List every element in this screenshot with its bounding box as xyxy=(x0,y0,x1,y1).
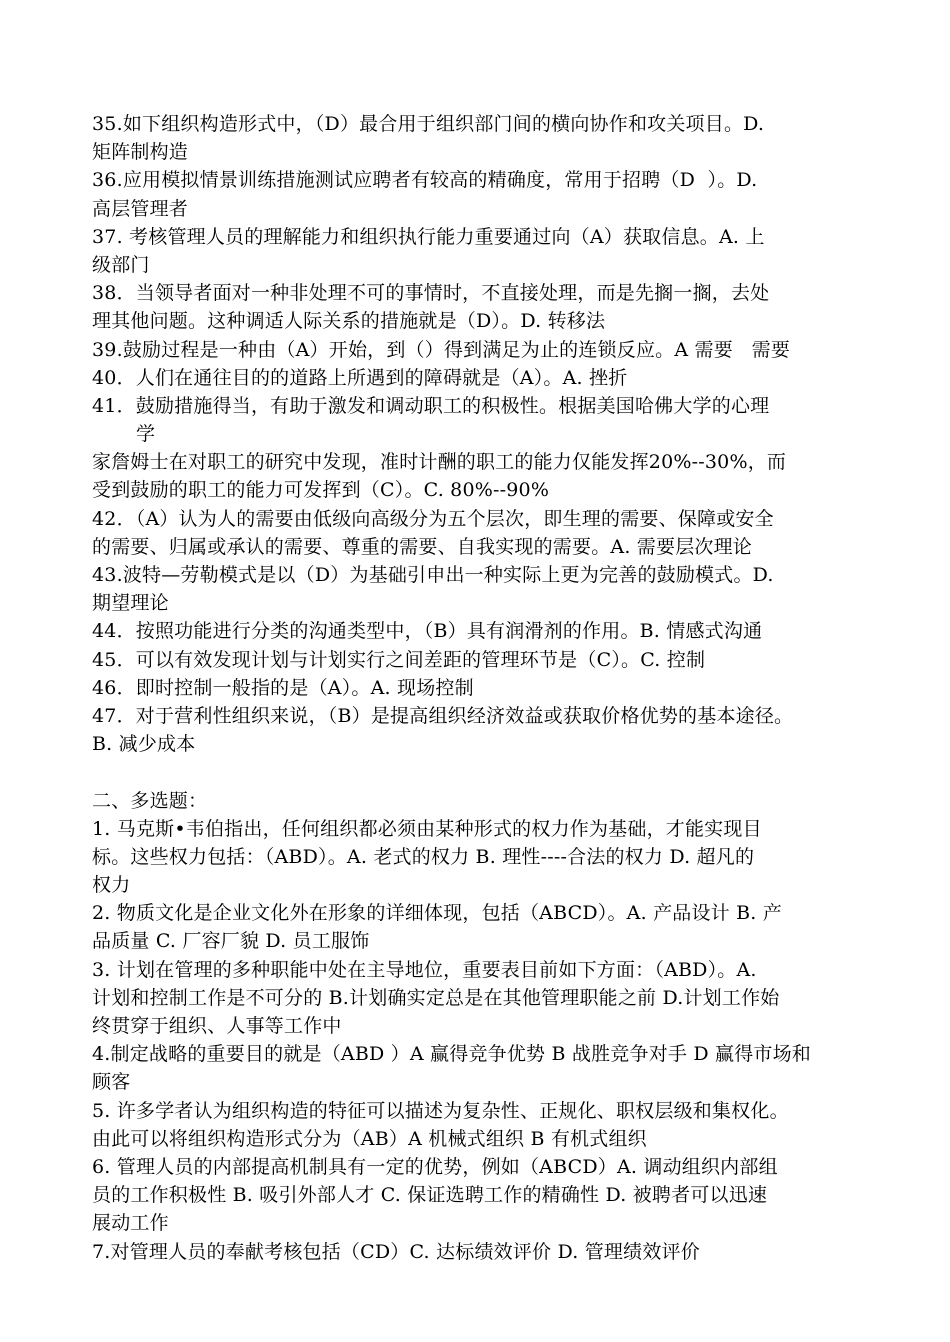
text-line: 权力 xyxy=(92,874,131,897)
text-line: 员的工作积极性 B. 吸引外部人才 C. 保证选聘工作的精确性 D. 被聘者可以迅速 xyxy=(92,1184,768,1207)
text-line: 45．可以有效发现计划与计划实行之间差距的管理环节是（C）。C. 控制 xyxy=(92,648,706,671)
text-line: 43.波特—劳勒模式是以（D）为基础引申出一种实际上更为完善的鼓励模式。D. xyxy=(92,564,774,586)
text-line: 理其他问题。这种调适人际关系的措施就是（D）。D. 转移法 xyxy=(92,310,606,333)
text-line: 品质量 C. 厂容厂貌 D. 员工服饰 xyxy=(92,930,370,953)
text-line: 受到鼓励的职工的能力可发挥到（C）。C. 80%--90% xyxy=(92,479,550,502)
text-line: 学 xyxy=(136,423,156,446)
text-line: 37. 考核管理人员的理解能力和组织执行能力重要通过向（A）获取信息。A. 上 xyxy=(92,225,765,248)
text-line: 家詹姆士在对职工的研究中发现，准时计酬的职工的能力仅能发挥20%--30%，而 xyxy=(92,451,787,474)
text-line: 矩阵制构造 xyxy=(92,141,189,164)
text-line: 7.对管理人员的奉献考核包括（CD）C. 达标绩效评价 D. 管理绩效评价 xyxy=(92,1240,700,1263)
text-line: 4.制定战略的重要目的就是（ABD ）A 赢得竞争优势 B 战胜竞争对手 D 赢得市场和 xyxy=(92,1043,812,1066)
text-line: 40．人们在通往目的的道路上所遇到的障碍就是（A）。A. 挫折 xyxy=(92,366,628,389)
text-line: B. 减少成本 xyxy=(92,733,196,756)
text-line: 1. 马克斯•韦伯指出，任何组织都必须由某种形式的权力作为基础，才能实现目 xyxy=(92,817,762,840)
text-line: 计划和控制工作是不可分的 B.计划确实定总是在其他管理职能之前 D.计划工作始 xyxy=(92,986,780,1009)
text-line: 36.应用模拟情景训练措施测试应聘者有较高的精确度，常用于招聘（D ）。D. xyxy=(92,169,758,192)
text-line: 由此可以将组织构造形式分为（AB）A 机械式组织 B 有机式组织 xyxy=(92,1127,647,1150)
text-line: 6. 管理人员的内部提高机制具有一定的优势，例如（ABCD）A. 调动组织内部组 xyxy=(92,1155,778,1178)
text-line: 46．即时控制一般指的是（A）。A. 现场控制 xyxy=(92,676,474,699)
text-line: 标。这些权力包括：（ABD）。A. 老式的权力 B. 理性----合法的权力 D. 超凡的 xyxy=(92,845,755,868)
text-line: 5. 许多学者认为组织构造的特征可以描述为复杂性、正规化、职权层级和集权化。 xyxy=(92,1099,789,1122)
text-line: 39.鼓励过程是一种由（A）开始，到（）得到满足为止的连锁反应。A 需要 需要 xyxy=(92,338,791,361)
text-line: 期望理论 xyxy=(92,592,169,615)
document-page xyxy=(92,110,892,1266)
text-line: 42．（A）认为人的需要由低级向高级分为五个层次，即生理的需要、保障或安全 xyxy=(92,507,774,530)
text-line: 顾客 xyxy=(92,1071,131,1094)
text-line: 2. 物质文化是企业文化外在形象的详细体现，包括（ABCD）。A. 产品设计 B. 产 xyxy=(92,902,782,925)
text-line: 35.如下组织构造形式中，（D）最合用于组织部门间的横向协作和攻关项目。D. xyxy=(92,113,765,135)
text-line: 级部门 xyxy=(92,253,150,276)
text-line: 的需要、归属或承认的需要、尊重的需要、自我实现的需要。A. 需要层次理论 xyxy=(92,535,753,558)
blank-line xyxy=(92,758,892,786)
section-heading: 二、多选题： xyxy=(92,789,208,812)
text-line: 38．当领导者面对一种非处理不可的事情时，不直接处理，而是先搁一搁，去处 xyxy=(92,282,770,305)
text-line: 44．按照功能进行分类的沟通类型中，（B）具有润滑剂的作用。B. 情感式沟通 xyxy=(92,620,763,643)
text-line: 高层管理者 xyxy=(92,197,189,220)
text-line: 展动工作 xyxy=(92,1212,169,1235)
text-line: 41．鼓励措施得当，有助于激发和调动职工的积极性。根据美国哈佛大学的心理 xyxy=(92,394,770,417)
text-line: 3. 计划在管理的多种职能中处在主导地位，重要表目前如下方面：（ABD）。A. xyxy=(92,958,757,981)
text-line: 终贯穿于组织、人事等工作中 xyxy=(92,1015,342,1037)
text-line: 47．对于营利性组织来说，（B）是提高组织经济效益或获取价格优势的基本途径。 xyxy=(92,704,794,727)
